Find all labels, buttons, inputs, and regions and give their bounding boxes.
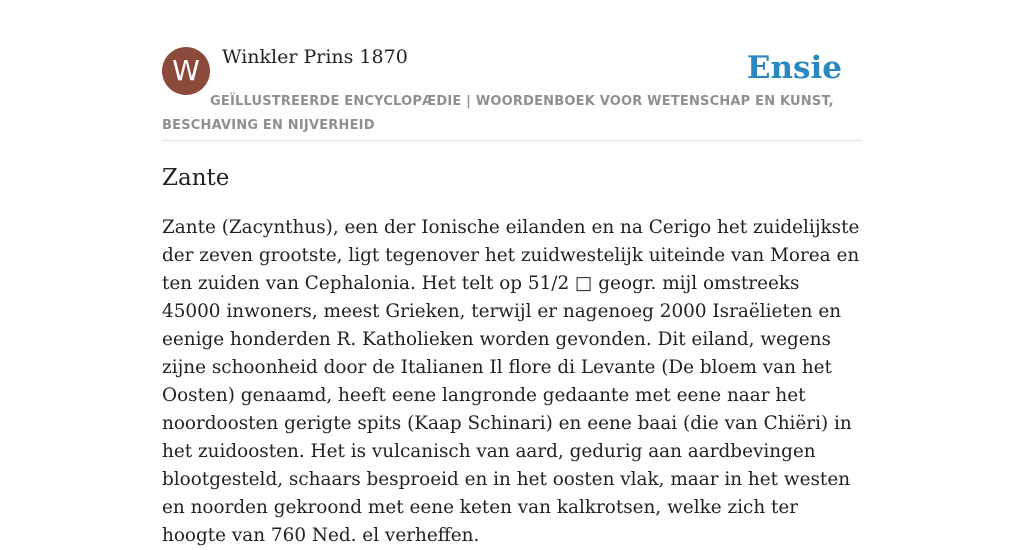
- source-avatar[interactable]: W: [162, 47, 210, 95]
- article-title: Zante: [162, 165, 230, 191]
- article: [162, 160, 862, 550]
- source-subtitle: GEÏLLUSTREERDE ENCYCLOPÆDIE | WOORDENBOEK VOOR WETENSCHAP EN KUNST, BESCHAVING EN NIJVERHEID: [162, 94, 834, 133]
- ensie-logo[interactable]: Ensie: [746, 50, 842, 86]
- page-header: [162, 40, 862, 141]
- article-body: Zante (Zacynthus), een der Ionische eilanden en na Cerigo het zuidelijkste der zeven grootste, ligt tegenover het zuidwestelijk uiteinde van Morea en ten zuiden van Cephalonia. Het telt op 51/2 □ geogr. mijl omstreeks 45000 inwoners, meest Grieken, terwijl er nagenoeg 2000 Israëlieten en eenige honderden R. Katholieken worden gevonden. Dit eiland, wegens zijne schoonheid door de Italianen Il flore di Levante (De bloem van het Oosten) genaamd, heeft eene langronde gedaante met eene naar het noordoosten gerigte spits (Kaap Schinari) en eene baai (die van Chiëri) in het zuidoosten. Het is vulcanisch van aard, gedurig aan aardbevingen blootgesteld, schaars besproeid en in het oosten vlak, maar in het westen en noorden gekroond met eene keten van kalkrotsen, welke zich ter hoogte van 760 Ned. el verheffen.: [162, 217, 860, 546]
- source-title[interactable]: Winkler Prins 1870: [222, 46, 408, 68]
